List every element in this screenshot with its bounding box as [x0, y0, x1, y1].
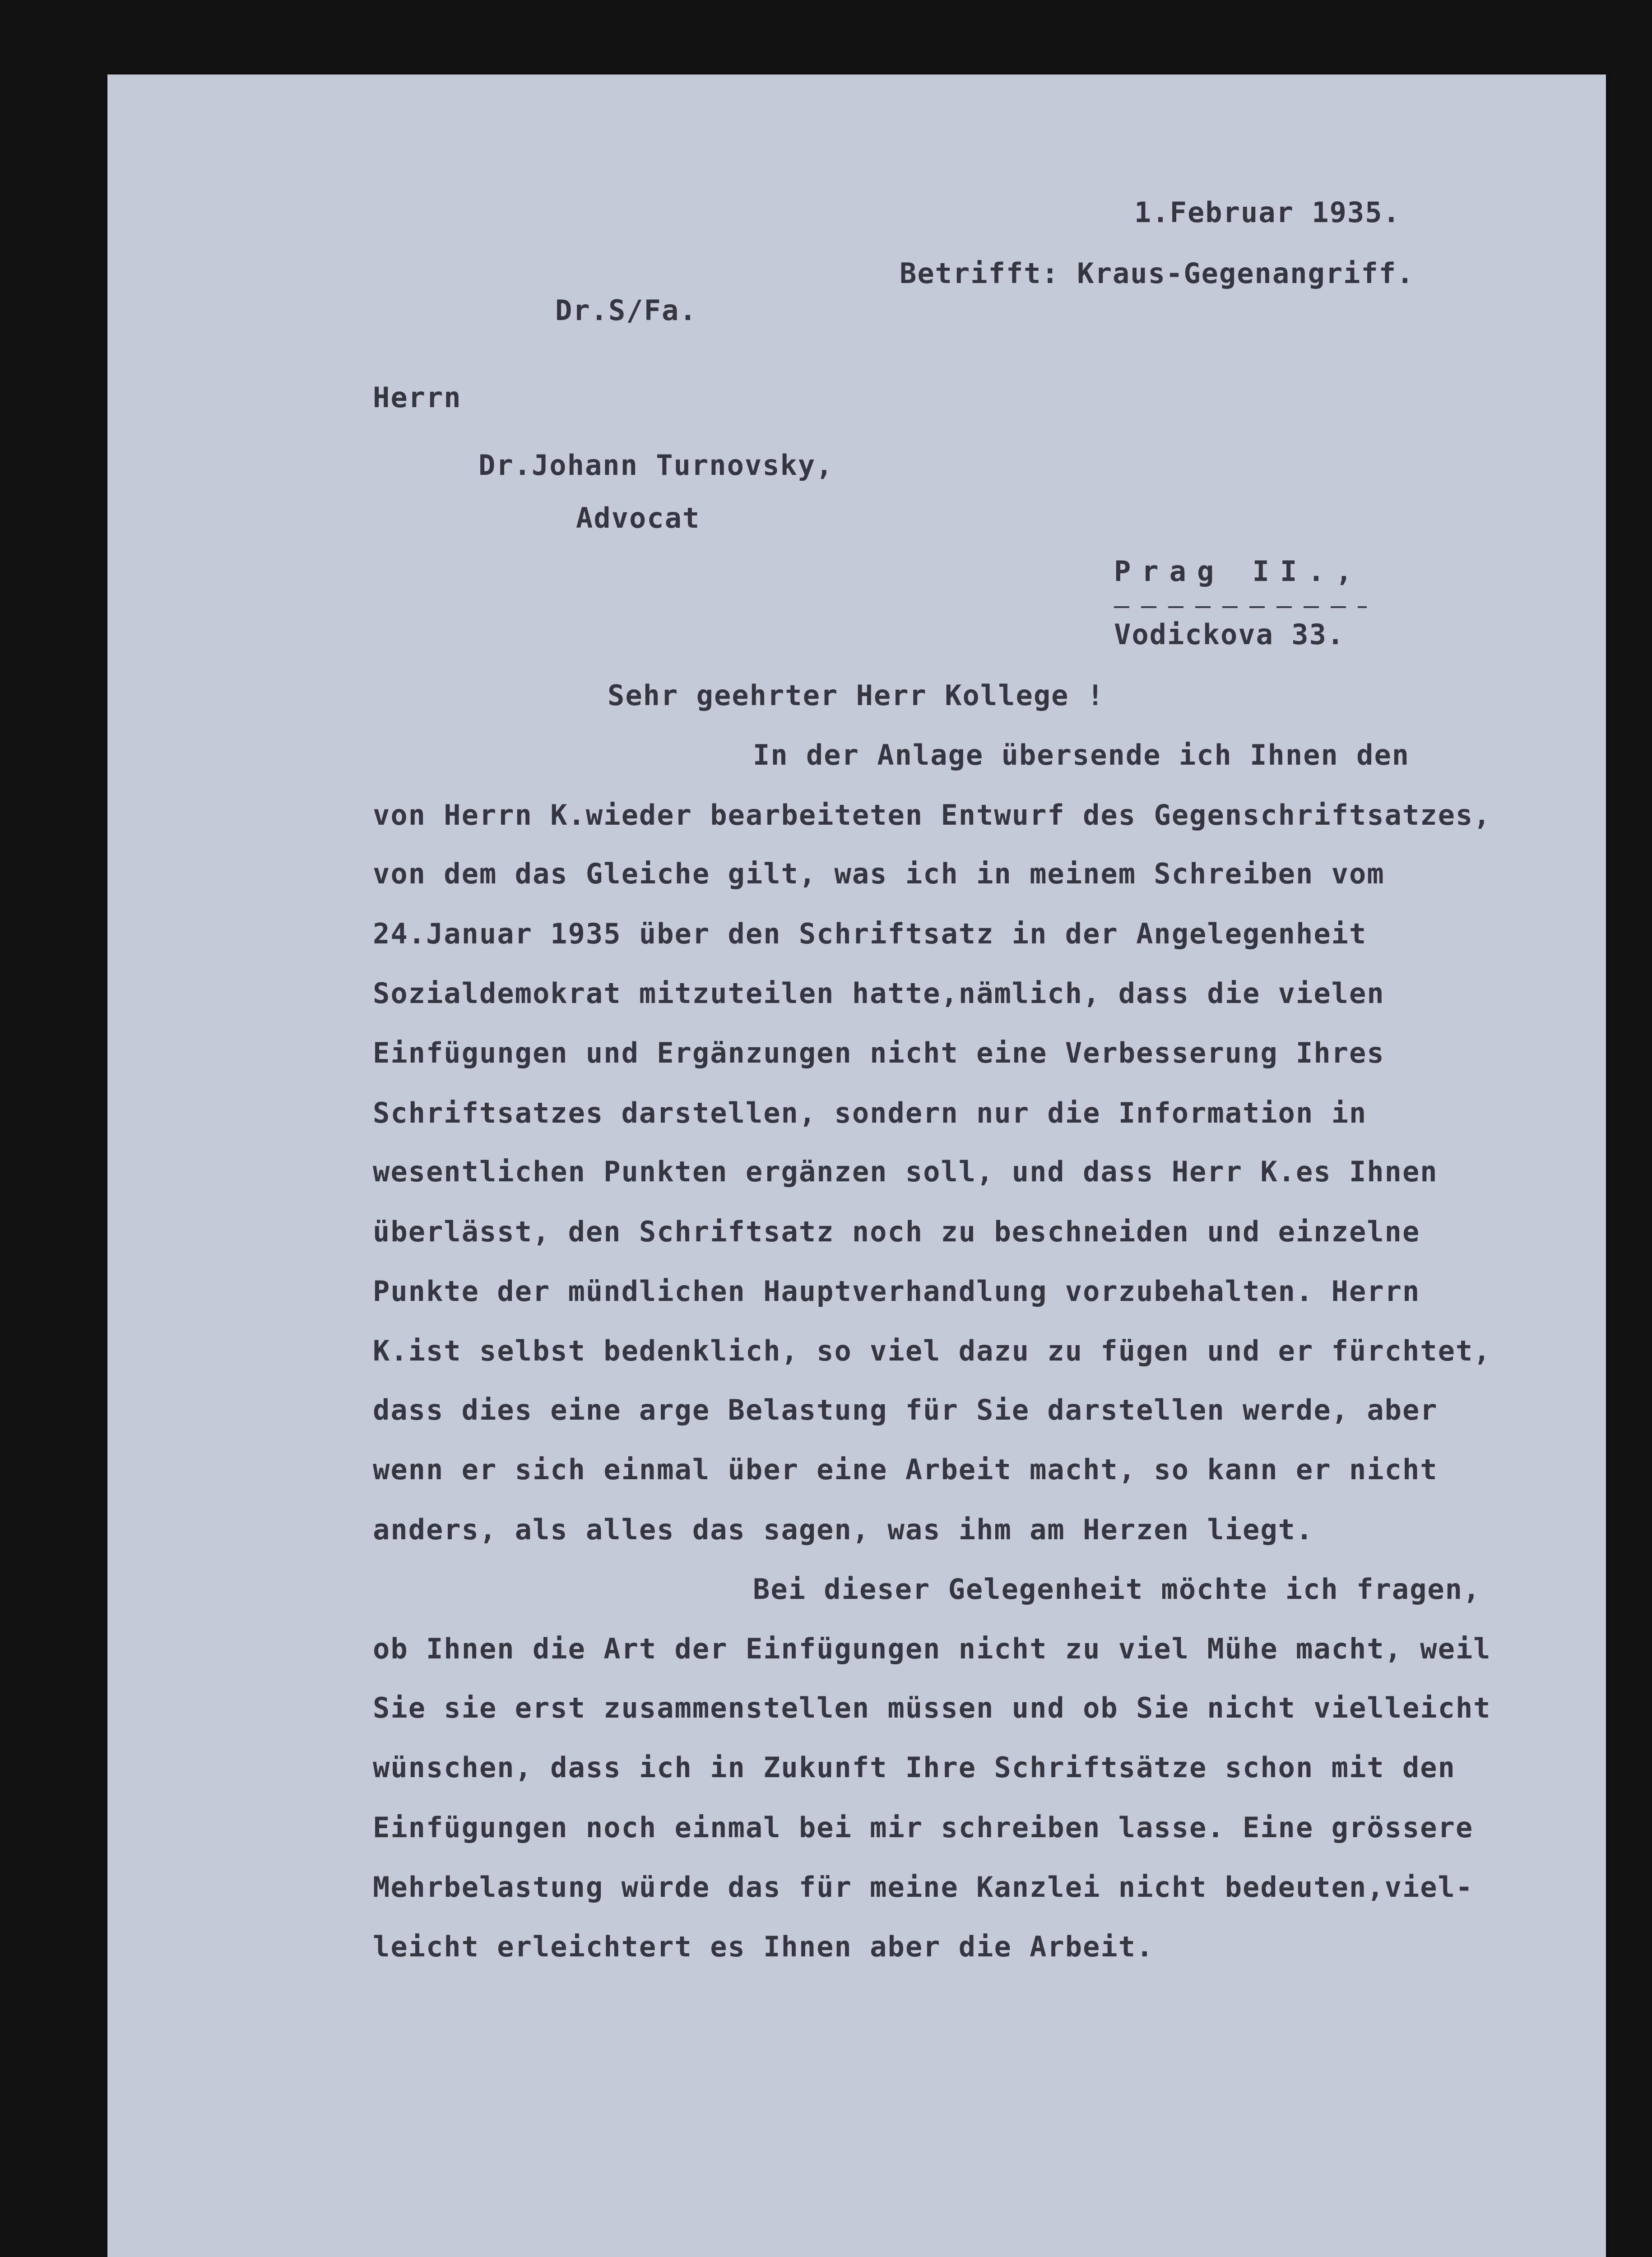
- letter-subject: Betrifft: Kraus-Gegenangriff.: [900, 257, 1415, 290]
- paragraph-1-line: wesentlichen Punkten ergänzen soll, und dass Herr K.es Ihnen: [373, 1155, 1438, 1188]
- paragraph-1-line: dass dies eine arge Belastung für Sie darstellen werde, aber: [373, 1393, 1438, 1426]
- paragraph-2-line: Mehrbelastung würde das für meine Kanzlei nicht bedeuten,viel-: [373, 1871, 1474, 1904]
- addressee-name: Dr.Johann Turnovsky,: [478, 449, 834, 482]
- paragraph-2-line: wünschen, dass ich in Zukunft Ihre Schriftsätze schon mit den: [373, 1751, 1456, 1784]
- paragraph-1-line: anders, als alles das sagen, was ihm am Herzen liegt.: [373, 1513, 1314, 1546]
- paragraph-1-line: Einfügungen und Ergänzungen nicht eine Verbesserung Ihres: [373, 1036, 1385, 1069]
- paragraph-1-line: K.ist selbst bedenklich, so viel dazu zu fügen und er fürchtet,: [373, 1334, 1491, 1367]
- addressee-salutation: Herrn: [373, 381, 462, 414]
- paragraph-2-line: Sie sie erst zusammenstellen müssen und ob Sie nicht vielleicht: [373, 1691, 1491, 1724]
- paragraph-2-line: Einfügungen noch einmal bei mir schreiben lasse. Eine grössere: [373, 1811, 1474, 1844]
- paragraph-1-line: von Herrn K.wieder bearbeiteten Entwurf des Gegenschriftsatzes,: [373, 799, 1491, 831]
- address-street: Vodickova 33.: [1114, 618, 1345, 651]
- paragraph-1-line: von dem das Gleiche gilt, was ich in meinem Schreiben vom: [373, 857, 1385, 890]
- paragraph-1-line: wenn er sich einmal über eine Arbeit macht, so kann er nicht: [373, 1453, 1438, 1486]
- city-underline: [1114, 606, 1367, 608]
- address-city: Prag II.,: [1114, 555, 1363, 588]
- greeting: Sehr geehrter Herr Kollege !: [608, 679, 1105, 712]
- paragraph-1-line: überlässt, den Schriftsatz noch zu beschneiden und einzelne: [373, 1215, 1420, 1248]
- paragraph-1-line: 24.Januar 1935 über den Schriftsatz in der Angelegenheit: [373, 917, 1367, 950]
- addressee-title: Advocat: [576, 502, 701, 534]
- letter-reference: Dr.S/Fa.: [555, 294, 697, 327]
- paragraph-2-line: ob Ihnen die Art der Einfügungen nicht zu viel Mühe macht, weil: [373, 1632, 1491, 1665]
- paragraph-1-line: Sozialdemokrat mitzuteilen hatte,nämlich, dass die vielen: [373, 977, 1385, 1010]
- letter-date: 1.Februar 1935.: [1134, 196, 1401, 229]
- paragraph-1-line: In der Anlage übersende ich Ihnen den: [753, 738, 1410, 771]
- paragraph-1-line: Schriftsatzes darstellen, sondern nur die Information in: [373, 1096, 1367, 1129]
- paragraph-1-line: Punkte der mündlichen Hauptverhandlung vorzubehalten. Herrn: [373, 1275, 1420, 1308]
- paragraph-2-line: Bei dieser Gelegenheit möchte ich fragen,: [753, 1573, 1481, 1606]
- paragraph-2-line: leicht erleichtert es Ihnen aber die Arbeit.: [373, 1930, 1154, 1963]
- letter-sheet: [107, 74, 1606, 2257]
